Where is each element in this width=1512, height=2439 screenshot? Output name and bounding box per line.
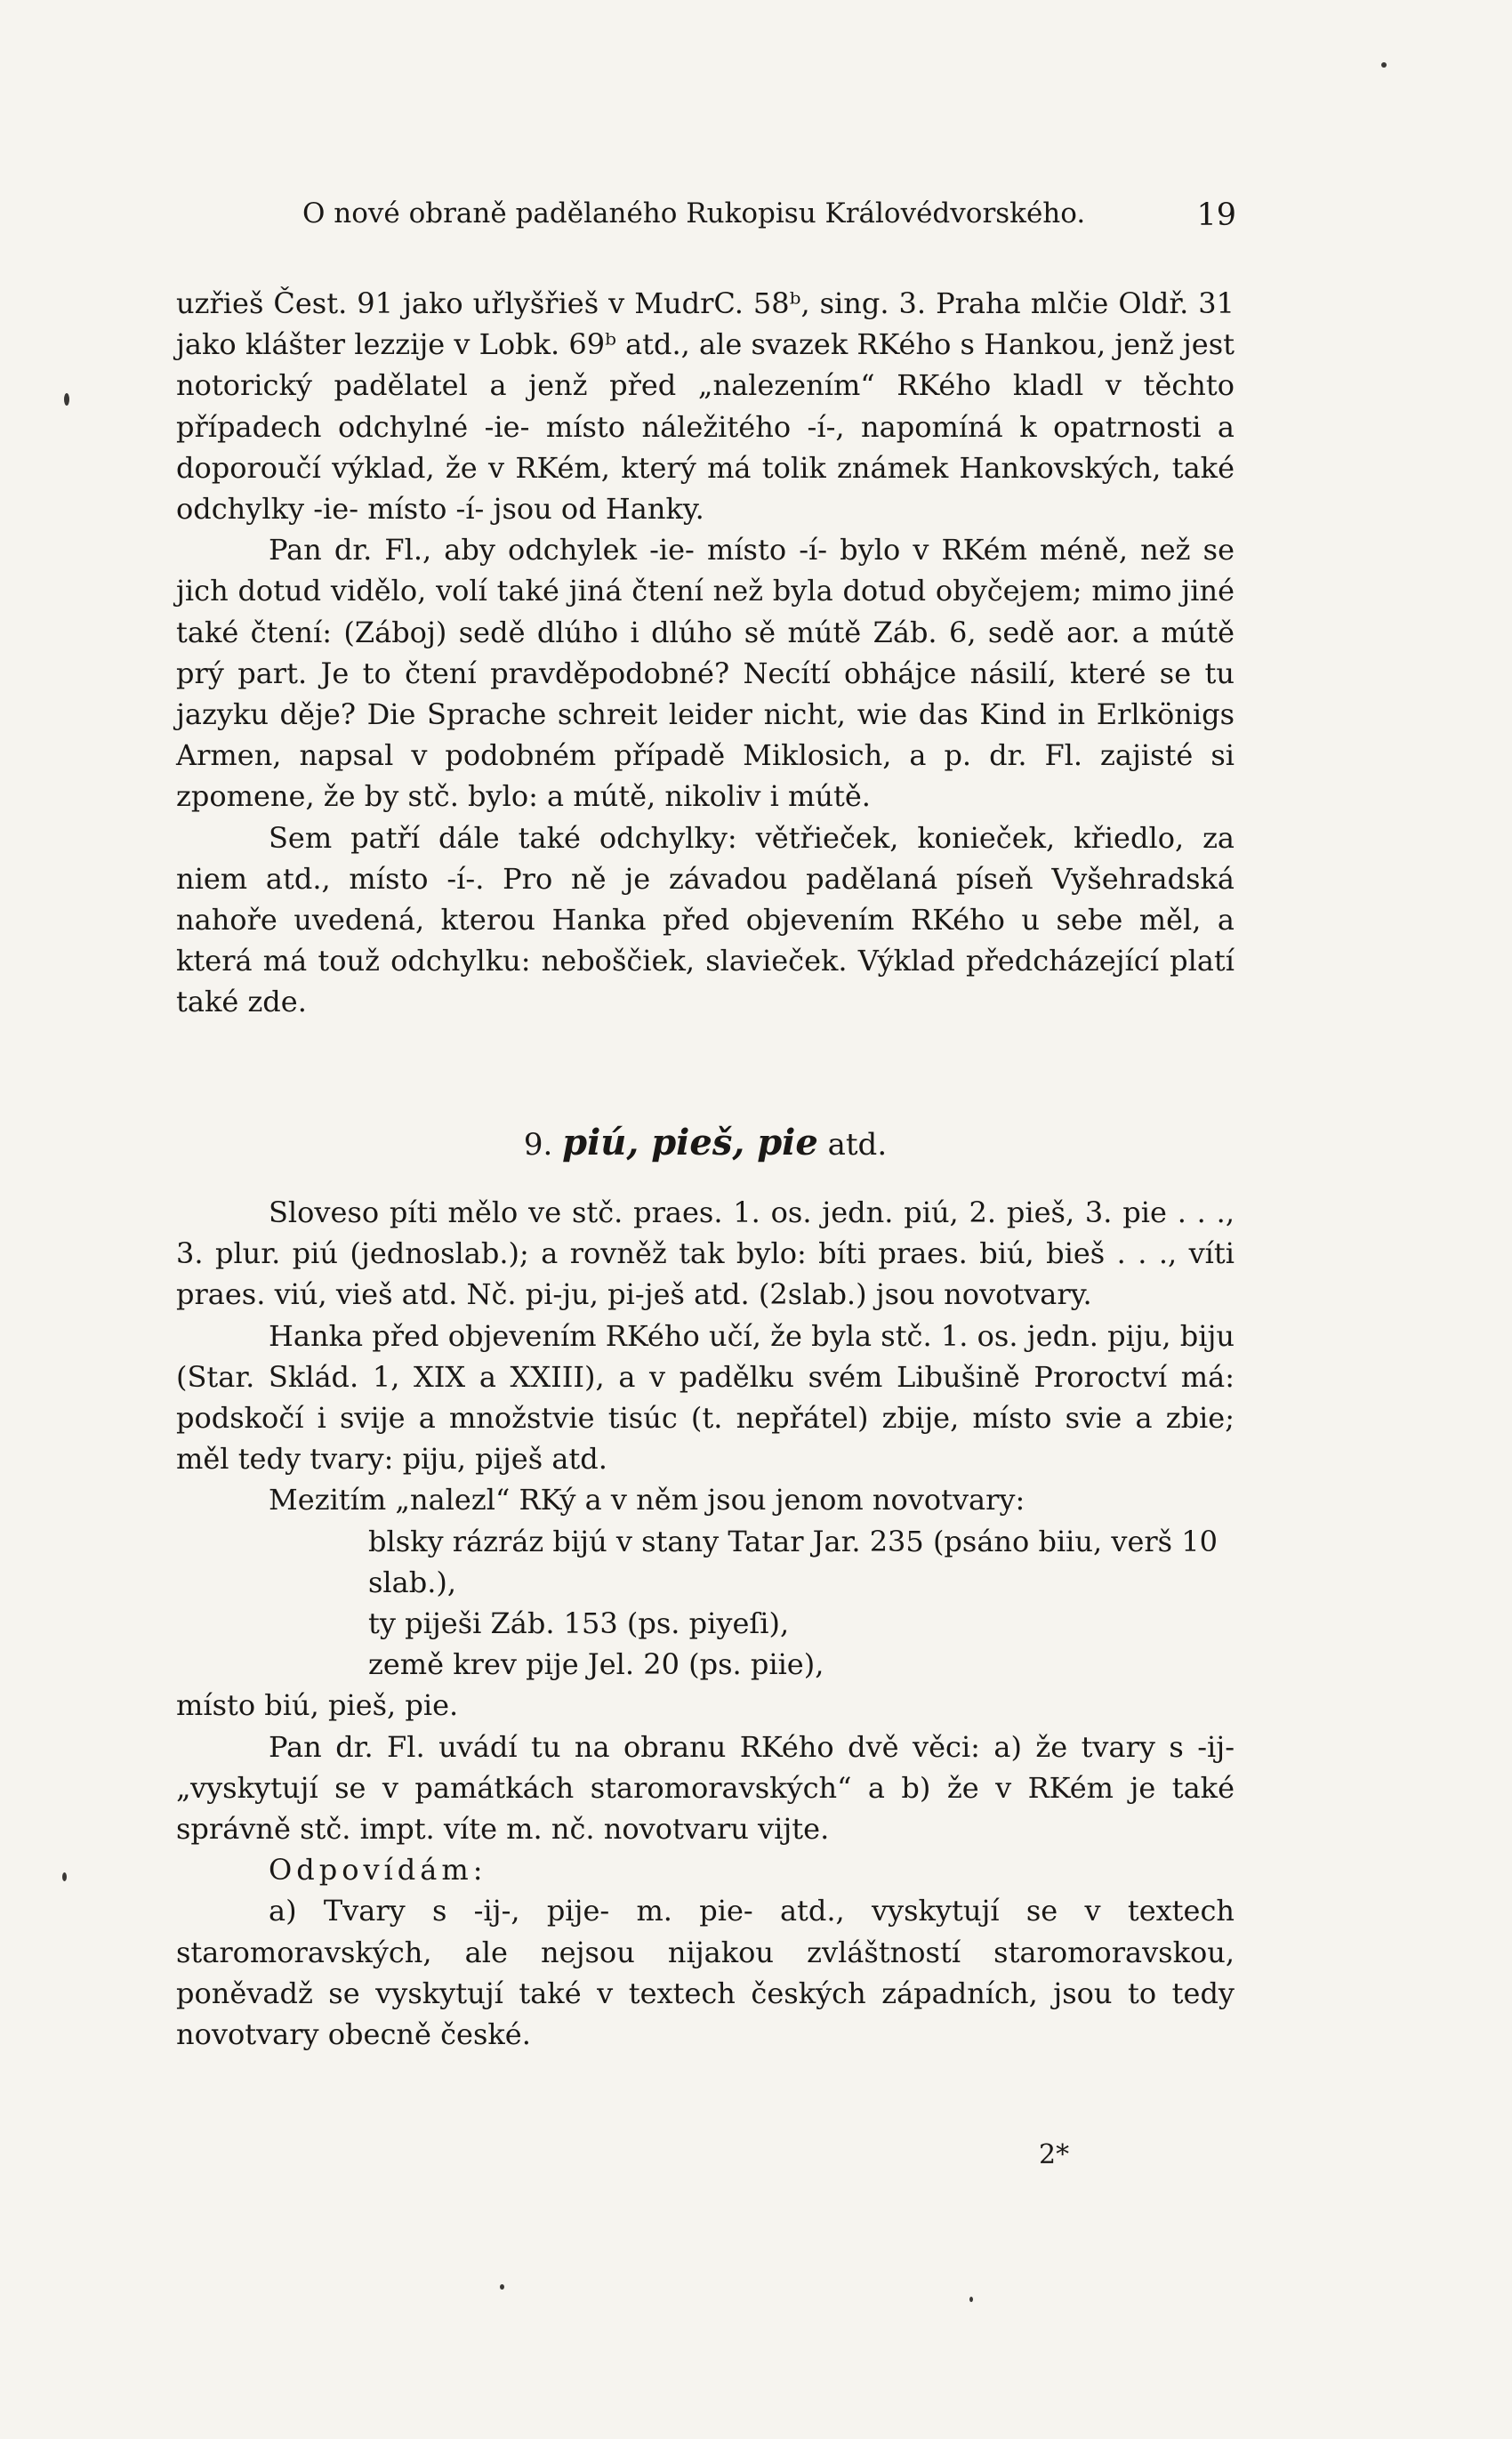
page-header — [302, 197, 1236, 233]
quote-line: ty piješi Záb. 153 (ps. piyeſi), — [368, 1606, 790, 1641]
quote-line: země krev pije Jel. 20 (ps. piie), — [368, 1647, 824, 1682]
section-suffix: atd. — [827, 1127, 888, 1163]
paragraph: místo biú, pieš, pie. — [176, 1688, 459, 1723]
paragraph: a) Tvary s -ij-, pije- m. pie- atd., vyskytují se v textech staromoravských, ale nejsou nijakou zvláštností staromoravskou, poněvadž se vyskytují také v textech českých západních, jsou to tedy novotvary obecně české. — [176, 1894, 1235, 2052]
paragraph: Sloveso píti mělo ve stč. praes. 1. os. jedn. piú, 2. pieš, 3. pie . . ., 3. plur. piú (jednoslab.); a rovněž tak bylo: bíti praes. biú, bieš . . ., víti praes. viú, vieš atd. Nč. pi-ju, pi-ješ atd. (2slab.) jsou novotvary. — [176, 1195, 1235, 1312]
speck — [969, 2297, 973, 2302]
paragraph: uzřieš Čest. 91 jako uřlyšřieš v MudrC. 58ᵇ, sing. 3. Praha mlčie Oldř. 31 jako klášter lezzije v Lobk. 69ᵇ atd., ale svazek RKého s Hankou, jenž jest notorický padělatel a jenž před „nalezením“ RKého kladl v těchto případech odchylné -ie- místo náležitého -í-, napomíná k opatrnosti a doporoučí výklad, že v RKém, který má tolik známek Hankovských, také odchylky -ie- místo -í- jsou od Hanky. — [176, 286, 1235, 527]
section-heading — [176, 1123, 1235, 1165]
body-text — [176, 283, 1235, 1023]
signature-mark: 2* — [1039, 2139, 1070, 2170]
paragraph: Pan dr. Fl. uvádí tu na obranu RKého dvě věci: a) že tvary s -ij- „vyskytují se v památkách staromoravských“ a b) že v RKém je také správně stč. impt. víte m. nč. novotvaru vijte. — [176, 1729, 1235, 1847]
speck — [1381, 62, 1387, 68]
paragraph: Sem patří dále také odchylky: větřieček, konieček, křiedlo, za niem atd., místo -í-. Pro ně je závadou padělaná píseň Vyšehradská nahoře uvedená, kterou Hanka před objevením RKého u sebe měl, a která má touž odchylku: neboščiek, slavieček. Výklad předcházející platí také zde. — [176, 820, 1235, 1019]
section-title: piú, pieš, pie — [562, 1122, 818, 1163]
section-number: 9. — [523, 1127, 553, 1163]
paragraph: Mezitím „nalezl“ RKý a v něm jsou jenom novotvary: — [269, 1483, 1025, 1517]
paragraph: Odpovídám: — [269, 1853, 487, 1888]
speck — [64, 393, 69, 406]
running-title: O nové obraně padělaného Rukopisu Královédvorského. — [302, 197, 1086, 229]
page-number: 19 — [1196, 197, 1236, 233]
speck — [500, 2284, 504, 2290]
paragraph: Pan dr. Fl., aby odchylek -ie- místo -í- bylo v RKém méně, než se jich dotud vidělo, volí také jiná čtení než byla dotud obyčejem; mimo jiné také čtení: (Záboj) sedě dlúho i dlúho sě mútě Záb. 6, sedě aor. a mútě prý part. Je to čtení pravděpodobné? Necítí obhájce násilí, které se tu jazyku děje? Die Sprache schreit leider nicht, wie das Kind in Erlkönigs Armen, napsal v podobném případě Miklosich, a p. dr. Fl. zajisté si zpomene, že by stč. bylo: a mútě, nikoliv i mútě. — [176, 533, 1235, 814]
paragraph: Hanka před objevením RKého učí, že byla stč. 1. os. jedn. piju, biju (Star. Sklád. 1, XIX a XXIII), a v padělku svém Libušině Proroctví má: podskočí i svije a množstvie tisúc (t. nepřátel) zbije, místo svie a zbie; měl tedy tvary: piju, piješ atd. — [176, 1318, 1235, 1477]
section-text — [176, 1192, 1235, 2055]
speck — [62, 1872, 67, 1881]
quote-line: blsky rázráz bijú v stany Tatar Jar. 235 (psáno biiu, verš 10 slab.), — [368, 1524, 1218, 1599]
